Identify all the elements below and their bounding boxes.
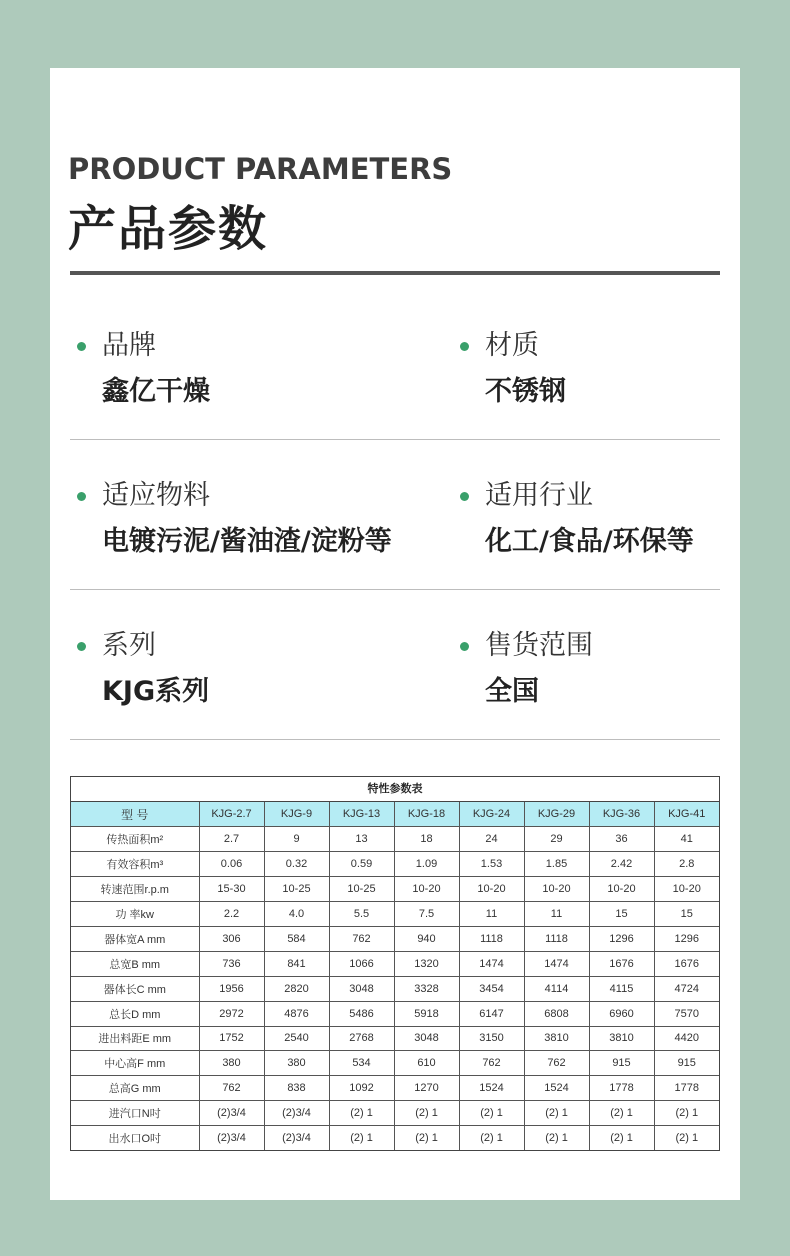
table-row	[71, 827, 719, 852]
spec-cell: 762	[329, 926, 394, 951]
spec-cell: 4724	[654, 976, 719, 1001]
spec-cell: 11	[459, 902, 524, 927]
spec-cell: (2) 1	[654, 1101, 719, 1126]
content-card	[50, 68, 740, 1200]
table-row	[71, 1001, 719, 1026]
spec-cell: 15	[589, 902, 654, 927]
spec-header-model: KJG-41	[654, 802, 719, 827]
param-series	[70, 628, 209, 710]
spec-row-label: 传热面积m²	[71, 827, 199, 852]
table-row	[71, 902, 719, 927]
spec-cell: 10-20	[394, 877, 459, 902]
spec-cell: 762	[459, 1051, 524, 1076]
spec-cell: (2) 1	[589, 1101, 654, 1126]
param-value: KJG系列	[102, 676, 210, 707]
spec-row-label: 总宽B mm	[71, 951, 199, 976]
spec-cell: 2.42	[589, 852, 654, 877]
spec-cell: 10-20	[589, 877, 654, 902]
spec-cell: 3150	[459, 1026, 524, 1051]
spec-cell: (2)3/4	[264, 1126, 329, 1151]
spec-cell: 762	[199, 1076, 264, 1101]
spec-row-label: 总高G mm	[71, 1076, 199, 1101]
spec-cell: 838	[264, 1076, 329, 1101]
spec-cell: 1676	[654, 951, 719, 976]
spec-cell: (2) 1	[329, 1101, 394, 1126]
spec-row-label: 出水口O吋	[71, 1126, 199, 1151]
param-value: 化工/食品/环保等	[485, 526, 694, 557]
spec-cell: 7.5	[394, 902, 459, 927]
spec-cell: 762	[524, 1051, 589, 1076]
spec-cell: 306	[199, 926, 264, 951]
spec-cell: 6808	[524, 1001, 589, 1026]
spec-cell: 1118	[524, 926, 589, 951]
spec-row-label: 功 率kw	[71, 902, 199, 927]
spec-cell: 940	[394, 926, 459, 951]
spec-cell: 10-20	[524, 877, 589, 902]
spec-cell: 1092	[329, 1076, 394, 1101]
spec-row-label: 进汽口N吋	[71, 1101, 199, 1126]
spec-cell: 6960	[589, 1001, 654, 1026]
spec-cell: 15	[654, 902, 719, 927]
spec-cell: (2)3/4	[199, 1101, 264, 1126]
spec-header-model: KJG-36	[589, 802, 654, 827]
spec-header-model: KJG-18	[394, 802, 459, 827]
spec-cell: (2) 1	[524, 1101, 589, 1126]
spec-cell: 4115	[589, 976, 654, 1001]
table-row	[71, 1026, 719, 1051]
spec-cell: 11	[524, 902, 589, 927]
spec-table-grid	[71, 802, 719, 1150]
spec-cell: 36	[589, 827, 654, 852]
bullet-icon	[460, 642, 469, 651]
spec-cell: 0.32	[264, 852, 329, 877]
bullet-icon	[77, 342, 86, 351]
spec-cell: 1.53	[459, 852, 524, 877]
spec-cell: 10-20	[459, 877, 524, 902]
spec-cell: 5486	[329, 1001, 394, 1026]
spec-cell: 2540	[264, 1026, 329, 1051]
param-label	[70, 478, 392, 514]
spec-cell: 1778	[654, 1076, 719, 1101]
spec-cell: 5.5	[329, 902, 394, 927]
spec-cell: 1474	[459, 951, 524, 976]
param-label-text: 品牌	[102, 330, 156, 361]
spec-cell: 1956	[199, 976, 264, 1001]
spec-header-row	[71, 802, 719, 827]
spec-cell: 15-30	[199, 877, 264, 902]
spec-row-label: 转速范围r.p.m	[71, 877, 199, 902]
param-value: 鑫亿干燥	[102, 376, 210, 407]
param-value: 不锈钢	[485, 376, 566, 407]
table-row	[71, 852, 719, 877]
spec-cell: 4876	[264, 1001, 329, 1026]
spec-header-model: KJG-13	[329, 802, 394, 827]
spec-cell: 24	[459, 827, 524, 852]
param-label	[453, 478, 694, 514]
param-industry	[453, 478, 694, 560]
spec-cell: 1474	[524, 951, 589, 976]
table-row	[71, 1101, 719, 1126]
spec-cell: 1.09	[394, 852, 459, 877]
spec-cell: 4420	[654, 1026, 719, 1051]
spec-cell: 380	[264, 1051, 329, 1076]
spec-cell: 1.85	[524, 852, 589, 877]
spec-cell: 0.59	[329, 852, 394, 877]
spec-cell: (2)3/4	[199, 1126, 264, 1151]
spec-cell: 9	[264, 827, 329, 852]
table-row	[71, 877, 719, 902]
param-label-text: 售货范围	[485, 630, 593, 661]
spec-cell: 10-25	[264, 877, 329, 902]
param-label	[70, 628, 209, 664]
spec-cell: 584	[264, 926, 329, 951]
param-material	[453, 328, 566, 410]
spec-cell: 5918	[394, 1001, 459, 1026]
spec-cell: (2)3/4	[264, 1101, 329, 1126]
spec-row-label: 进出料距E mm	[71, 1026, 199, 1051]
spec-cell: (2) 1	[459, 1101, 524, 1126]
spec-cell: (2) 1	[524, 1126, 589, 1151]
spec-cell: (2) 1	[459, 1126, 524, 1151]
spec-row-label: 有效容积m³	[71, 852, 199, 877]
spec-cell: 18	[394, 827, 459, 852]
spec-cell: (2) 1	[654, 1126, 719, 1151]
spec-row-label: 中心高F mm	[71, 1051, 199, 1076]
param-row	[70, 440, 720, 590]
spec-cell: 1752	[199, 1026, 264, 1051]
spec-cell: 1066	[329, 951, 394, 976]
spec-cell: 1524	[524, 1076, 589, 1101]
spec-cell: 1676	[589, 951, 654, 976]
spec-cell: 10-20	[654, 877, 719, 902]
bullet-icon	[460, 492, 469, 501]
spec-header-model: KJG-2.7	[199, 802, 264, 827]
table-row	[71, 1126, 719, 1151]
table-row	[71, 1051, 719, 1076]
param-value: 电镀污泥/酱油渣/淀粉等	[102, 526, 392, 557]
param-label-text: 适用行业	[485, 480, 593, 511]
spec-cell: 2.8	[654, 852, 719, 877]
spec-cell: 1270	[394, 1076, 459, 1101]
spec-cell: 380	[199, 1051, 264, 1076]
spec-cell: 2768	[329, 1026, 394, 1051]
spec-cell: 4114	[524, 976, 589, 1001]
spec-cell: 3810	[589, 1026, 654, 1051]
spec-cell: 6147	[459, 1001, 524, 1026]
spec-cell: 1296	[654, 926, 719, 951]
param-label-text: 系列	[102, 630, 156, 661]
spec-cell: 2820	[264, 976, 329, 1001]
spec-row-label: 器体宽A mm	[71, 926, 199, 951]
spec-header-model: KJG-29	[524, 802, 589, 827]
spec-cell: (2) 1	[589, 1126, 654, 1151]
param-label	[70, 328, 210, 364]
spec-cell: 7570	[654, 1001, 719, 1026]
spec-header-model: KJG-9	[264, 802, 329, 827]
spec-cell: 2.2	[199, 902, 264, 927]
param-materials-applicable	[70, 478, 392, 560]
spec-cell: 915	[654, 1051, 719, 1076]
bullet-icon	[77, 642, 86, 651]
param-row	[70, 290, 720, 440]
param-label	[453, 628, 593, 664]
table-row	[71, 926, 719, 951]
param-sales-area	[453, 628, 593, 710]
spec-cell: 3048	[329, 976, 394, 1001]
spec-row-label: 器体长C mm	[71, 976, 199, 1001]
bullet-icon	[77, 492, 86, 501]
spec-cell: 3328	[394, 976, 459, 1001]
params-list	[70, 290, 720, 740]
spec-cell: 610	[394, 1051, 459, 1076]
spec-cell: (2) 1	[394, 1101, 459, 1126]
spec-table-caption: 特性参数表	[71, 777, 719, 802]
spec-cell: 3454	[459, 976, 524, 1001]
table-row	[71, 951, 719, 976]
spec-cell: 2.7	[199, 827, 264, 852]
spec-cell: (2) 1	[394, 1126, 459, 1151]
spec-table	[70, 776, 720, 1151]
page-title-cn: 产品参数	[68, 201, 269, 257]
param-label	[453, 328, 566, 364]
spec-cell: 915	[589, 1051, 654, 1076]
page-title-en: PRODUCT PARAMETERS	[68, 152, 453, 186]
spec-header-model: KJG-24	[459, 802, 524, 827]
spec-cell: 13	[329, 827, 394, 852]
param-label-text: 适应物料	[102, 480, 210, 511]
spec-header-label: 型 号	[71, 802, 199, 827]
spec-cell: 3048	[394, 1026, 459, 1051]
spec-cell: 841	[264, 951, 329, 976]
spec-cell: 534	[329, 1051, 394, 1076]
spec-row-label: 总长D mm	[71, 1001, 199, 1026]
param-brand	[70, 328, 210, 410]
spec-cell: 0.06	[199, 852, 264, 877]
spec-cell: 1524	[459, 1076, 524, 1101]
spec-cell: 2972	[199, 1001, 264, 1026]
spec-cell: 41	[654, 827, 719, 852]
param-row	[70, 590, 720, 740]
table-row	[71, 976, 719, 1001]
spec-cell: 1118	[459, 926, 524, 951]
spec-cell: 1778	[589, 1076, 654, 1101]
title-divider	[70, 271, 720, 275]
spec-cell: 3810	[524, 1026, 589, 1051]
table-row	[71, 1076, 719, 1101]
param-value: 全国	[485, 676, 539, 707]
spec-cell: 1296	[589, 926, 654, 951]
spec-cell: 10-25	[329, 877, 394, 902]
param-label-text: 材质	[485, 330, 539, 361]
spec-cell: 736	[199, 951, 264, 976]
spec-cell: 1320	[394, 951, 459, 976]
bullet-icon	[460, 342, 469, 351]
spec-cell: 4.0	[264, 902, 329, 927]
spec-cell: 29	[524, 827, 589, 852]
spec-cell: (2) 1	[329, 1126, 394, 1151]
